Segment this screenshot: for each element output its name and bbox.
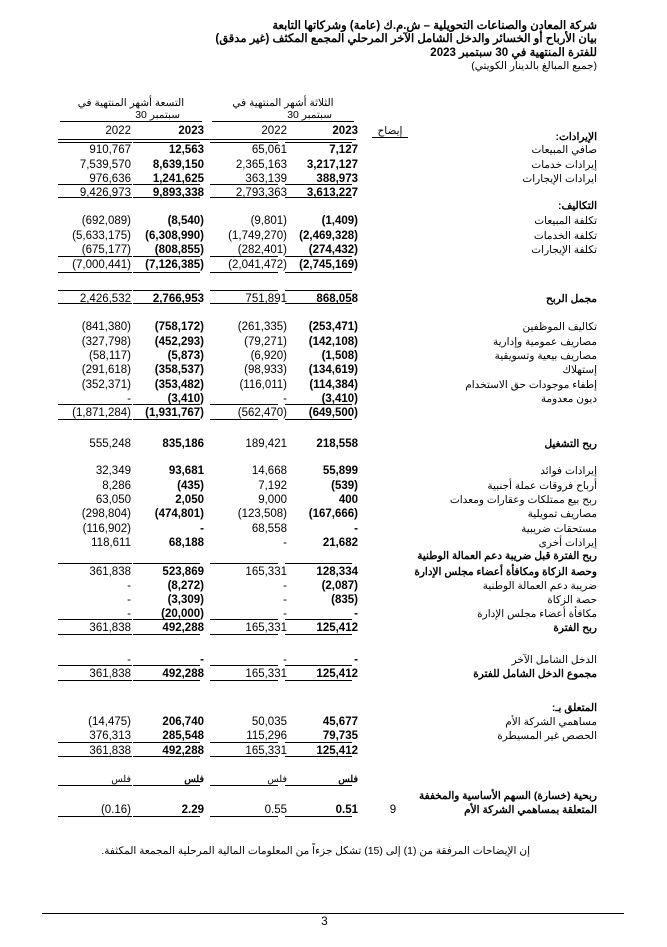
column-rule	[210, 816, 278, 817]
value-cell: (3,410)	[321, 393, 358, 405]
value-cell: 206,740	[162, 716, 204, 728]
year-2022-n: 2022	[105, 125, 131, 137]
value-cell: -	[354, 523, 358, 535]
row-label: مساهمي الشركة الأم	[505, 716, 597, 728]
column-rule	[285, 272, 352, 273]
row-label: تكلفة المبيعات	[534, 215, 597, 227]
value-cell: 7,127	[329, 144, 358, 156]
value-cell: (20,000)	[161, 608, 204, 620]
table-row	[0, 522, 667, 537]
value-cell: (123,508)	[237, 508, 287, 520]
value-cell: 751,891	[245, 293, 287, 305]
value-cell: 21,682	[322, 537, 358, 549]
table-row	[0, 335, 667, 350]
table-row	[0, 479, 667, 494]
column-rule	[210, 563, 278, 564]
column-rule	[133, 303, 200, 304]
value-cell: 55,899	[322, 465, 358, 477]
value-cell: 125,412	[316, 622, 358, 634]
value-cell: (282,401)	[237, 244, 287, 256]
column-rule	[133, 256, 200, 257]
row-label: الإيرادات:	[555, 131, 597, 143]
value-cell: -	[283, 594, 287, 606]
value-cell: 118,611	[91, 537, 131, 549]
value-cell: 9,893,338	[152, 187, 204, 199]
value-cell: (291,618)	[81, 364, 131, 376]
value-cell: 363,139	[245, 173, 287, 185]
column-rule	[133, 785, 200, 786]
table-row	[0, 579, 667, 594]
table-row	[0, 214, 667, 229]
value-cell: -	[200, 654, 204, 666]
value-cell: (327,798)	[81, 336, 131, 348]
value-cell: 1,241,625	[152, 173, 204, 185]
row-label: المتعلق بـ:	[551, 702, 597, 714]
value-cell: (5,873)	[167, 350, 204, 362]
value-cell: 125,412	[316, 745, 358, 757]
value-cell: (353,482)	[154, 379, 204, 391]
value-cell: 361,838	[89, 745, 131, 757]
value-cell: (9,801)	[250, 215, 287, 227]
value-cell: (6,920)	[250, 350, 287, 362]
column-rule	[58, 742, 132, 743]
column-rule	[210, 634, 278, 635]
year-2023-q: 2023	[332, 125, 358, 137]
column-rule	[285, 816, 352, 817]
value-cell: 2,793,363	[235, 187, 287, 199]
value-cell: -	[127, 608, 131, 620]
column-rule	[58, 619, 132, 620]
value-cell: 976,636	[89, 173, 131, 185]
row-label: مستحقات ضريبية	[521, 523, 597, 535]
value-cell: (8,540)	[167, 215, 204, 227]
value-cell: 361,838	[89, 668, 131, 680]
row-label: التكاليف:	[557, 200, 597, 212]
column-rule	[58, 816, 132, 817]
value-cell: 910,767	[89, 144, 131, 156]
value-cell: 68,188	[168, 537, 204, 549]
value-cell: (7,000,441)	[72, 259, 131, 271]
column-rule	[285, 256, 352, 257]
value-cell: 8,286	[102, 480, 131, 492]
column-rule	[58, 256, 132, 257]
table-row	[0, 715, 667, 730]
unit-label: فلس	[184, 774, 204, 785]
value-cell: (142,108)	[308, 336, 358, 348]
value-cell: 2,050	[175, 494, 204, 506]
row-label: ربحية (خسارة) السهم الأساسية والمخففة	[419, 790, 597, 802]
value-cell: 32,349	[95, 465, 131, 477]
column-rule	[58, 272, 132, 273]
value-cell: (114,384)	[309, 379, 358, 391]
column-rule	[285, 665, 352, 666]
row-label: ايرادات الإيجارات	[522, 173, 597, 185]
value-cell: 0.51	[335, 804, 358, 816]
value-cell: 361,838	[89, 622, 131, 634]
column-rule	[133, 634, 200, 635]
row-label: المتعلقة بمساهمي الشركة الأم	[464, 804, 597, 816]
row-label: ضريبة دعم العمالة الوطنية	[482, 580, 597, 592]
table-row	[0, 565, 667, 580]
row-label: الحصص غير المسيطرة	[497, 730, 597, 742]
value-cell: 492,288	[162, 622, 204, 634]
company-name: شركة المعادن والصناعات التحويلية – ش.م.ك (عامة) وشركاتها التابعة	[272, 20, 597, 32]
page-number: 3	[321, 916, 328, 928]
column-rule	[210, 619, 278, 620]
value-cell: (1,409)	[321, 215, 358, 227]
value-cell: (435)	[177, 480, 204, 492]
value-cell: 285,548	[162, 730, 204, 742]
value-cell: 165,331	[245, 622, 287, 634]
column-rule	[58, 634, 132, 635]
row-label: ربح الفترة	[553, 622, 597, 634]
column-rule	[58, 303, 132, 304]
value-cell: 165,331	[245, 566, 287, 578]
column-rule	[58, 197, 132, 198]
value-cell: (274,432)	[308, 244, 358, 256]
column-rule	[58, 142, 132, 143]
row-label: أرباح فروقات عملة أجنبية	[487, 480, 597, 492]
table-row	[0, 437, 667, 452]
column-rule	[210, 197, 278, 198]
statement-title: بيان الأرباح أو الخسائر والدخل الشامل الآخر المرحلي المجمع المكثف (غير مدقق)	[215, 33, 597, 45]
row-label: مكافأة أعضاء مجلس الإدارة	[477, 608, 597, 620]
value-cell: (3,410)	[167, 393, 204, 405]
value-cell: (79,271)	[244, 336, 287, 348]
column-rule	[210, 419, 278, 420]
row-label: إيرادات فوائد	[540, 465, 597, 477]
value-cell: (167,666)	[308, 508, 358, 520]
value-cell: 2.29	[181, 804, 204, 816]
value-cell: (1,931,767)	[145, 407, 204, 419]
value-cell: -	[127, 580, 131, 592]
unit-label: فلس	[111, 774, 131, 785]
value-cell: (358,537)	[154, 364, 204, 376]
value-cell: 115,296	[246, 730, 287, 742]
column-rule	[58, 665, 132, 666]
column-rule	[133, 816, 200, 817]
value-cell: 189,421	[245, 438, 287, 450]
column-rule	[133, 563, 200, 564]
value-cell: (116,902)	[82, 523, 131, 535]
value-cell: 3,217,127	[306, 159, 358, 171]
column-rule	[133, 665, 200, 666]
row-label: تكاليف الموظفين	[522, 321, 597, 333]
value-cell: 9,426,973	[79, 187, 131, 199]
value-cell: (1,871,284)	[72, 407, 131, 419]
column-rule	[133, 142, 200, 143]
column-rule	[210, 290, 278, 291]
column-rule	[285, 634, 352, 635]
row-label: إستهلاك	[562, 364, 597, 376]
row-label: وحصة الزكاة ومكافأة أعضاء مجلس الإدارة	[414, 566, 597, 578]
value-cell: (7,126,385)	[145, 259, 204, 271]
value-cell: -	[354, 654, 358, 666]
unit-label: فلس	[267, 774, 287, 785]
value-cell: 835,186	[162, 438, 204, 450]
row-label: إطفاء موجودات حق الاستخدام	[465, 379, 597, 391]
value-cell: (134,619)	[308, 364, 358, 376]
value-cell: 165,331	[245, 668, 287, 680]
row-label: مصاريف عمومية وإدارية	[492, 336, 597, 348]
value-cell: -	[283, 580, 287, 592]
three-months-header	[212, 97, 354, 122]
table-row	[0, 593, 667, 608]
value-cell: 45,677	[322, 716, 358, 728]
value-cell: 2,365,163	[235, 159, 287, 171]
column-rule	[133, 619, 200, 620]
column-rule	[58, 419, 132, 420]
value-cell: 3,613,227	[306, 187, 358, 199]
column-rule	[285, 303, 352, 304]
value-cell: 361,838	[89, 566, 131, 578]
column-rule	[285, 419, 352, 420]
table-row	[0, 507, 667, 522]
value-cell: 388,973	[316, 173, 358, 185]
value-cell: -	[127, 594, 131, 606]
column-rule	[210, 256, 278, 257]
row-label: ربح التشغيل	[544, 438, 597, 450]
value-cell: (261,335)	[237, 321, 287, 333]
value-cell: 2,426,532	[79, 293, 131, 305]
column-rule	[210, 142, 278, 143]
table-row	[0, 158, 667, 173]
value-cell: 218,558	[316, 438, 358, 450]
year-2022-q: 2022	[261, 125, 287, 137]
value-cell: (835)	[331, 594, 358, 606]
row-label: مجمل الربح	[546, 293, 597, 305]
value-cell: 523,869	[162, 566, 204, 578]
column-rule	[285, 142, 352, 143]
column-rule	[58, 184, 132, 185]
three-months-title: الثلاثة أشهر المنتهية في	[232, 97, 334, 109]
value-cell: (0.16)	[100, 804, 131, 816]
value-cell: (6,308,990)	[145, 230, 204, 242]
value-cell: 8,639,150	[152, 159, 204, 171]
value-cell: (562,470)	[237, 407, 287, 419]
value-cell: 492,288	[162, 668, 204, 680]
value-cell: 12,563	[168, 144, 204, 156]
column-rule	[210, 665, 278, 666]
value-cell: (808,855)	[154, 244, 204, 256]
note-ref: 9	[389, 804, 397, 816]
value-cell: -	[283, 654, 287, 666]
value-cell: 50,035	[251, 716, 287, 728]
column-rule	[133, 272, 200, 273]
value-cell: -	[127, 393, 131, 405]
table-row	[0, 320, 667, 335]
value-cell: (98,933)	[244, 364, 287, 376]
column-rule	[210, 303, 278, 304]
column-rule	[285, 619, 352, 620]
column-rule	[58, 756, 132, 757]
column-rule	[133, 290, 200, 291]
value-cell: 63,050	[95, 494, 131, 506]
value-cell: (841,380)	[81, 321, 131, 333]
value-cell: 7,192	[258, 480, 287, 492]
row-label: حصة الزكاة	[547, 594, 597, 606]
value-cell: 65,061	[251, 144, 287, 156]
column-rule	[285, 563, 352, 564]
column-rule	[133, 680, 200, 681]
value-cell: -	[354, 608, 358, 620]
value-cell: 0.55	[264, 804, 287, 816]
value-cell: 492,288	[162, 745, 204, 757]
column-rule	[210, 742, 278, 743]
value-cell: (3,309)	[167, 594, 204, 606]
value-cell: (1,749,270)	[228, 230, 287, 242]
year-2023-n: 2023	[178, 125, 204, 137]
row-label: ديون معدومة	[540, 393, 597, 405]
table-row	[0, 292, 667, 307]
table-row	[0, 349, 667, 364]
column-rule	[285, 184, 352, 185]
column-rule	[58, 404, 132, 405]
row-label: تكلفة الإيجارات	[531, 244, 597, 256]
column-rule	[133, 404, 200, 405]
table-row	[0, 493, 667, 508]
column-rule	[133, 197, 200, 198]
column-rule	[210, 184, 278, 185]
column-rule	[285, 785, 352, 786]
value-cell: (692,089)	[81, 215, 131, 227]
value-cell: 376,313	[89, 730, 131, 742]
table-row	[0, 258, 667, 273]
row-label: صافي المبيعات	[531, 144, 597, 156]
column-rule	[285, 404, 352, 405]
value-cell: (253,471)	[308, 321, 358, 333]
table-row	[0, 789, 667, 804]
column-rule	[133, 184, 200, 185]
value-cell: 93,681	[168, 465, 204, 477]
column-rule	[58, 290, 132, 291]
column-rule	[133, 756, 200, 757]
value-cell: 400	[338, 494, 358, 506]
three-months-date: 30 سبتمبر	[212, 109, 354, 122]
value-cell: (58,117)	[89, 350, 131, 362]
value-cell: 128,334	[316, 566, 358, 578]
nine-months-title: التسعة أشهر المنتهية في	[77, 97, 185, 109]
value-cell: (2,087)	[321, 580, 358, 592]
value-cell: -	[127, 654, 131, 666]
column-rule	[210, 680, 278, 681]
column-rule	[133, 419, 200, 420]
table-row	[0, 229, 667, 244]
unit-label: فلس	[338, 774, 358, 785]
value-cell: 125,412	[316, 668, 358, 680]
table-row	[0, 378, 667, 393]
value-cell: (14,475)	[88, 716, 131, 728]
row-label: إيرادات خدمات	[531, 159, 597, 171]
value-cell: (539)	[331, 480, 358, 492]
footer-rule	[42, 913, 624, 914]
value-cell: (8,272)	[167, 580, 204, 592]
value-cell: (2,745,169)	[299, 259, 358, 271]
value-cell: -	[200, 523, 204, 535]
value-cell: (675,177)	[81, 244, 131, 256]
value-cell: -	[283, 537, 287, 549]
value-cell: 165,331	[245, 745, 287, 757]
value-cell: (5,633,175)	[72, 230, 131, 242]
row-label: مجموع الدخل الشامل للفترة	[473, 668, 597, 680]
table-row	[0, 363, 667, 378]
row-label: إيرادات أخرى	[538, 537, 597, 549]
column-rule	[210, 404, 278, 405]
row-label: ربح بيع ممتلكات وعقارات ومعدات	[449, 494, 597, 506]
value-cell: (2,469,328)	[299, 230, 358, 242]
value-cell: (2,041,472)	[228, 259, 287, 271]
column-rule	[285, 197, 352, 198]
value-cell: 68,558	[251, 523, 287, 535]
value-cell: 79,735	[322, 730, 358, 742]
table-row	[0, 199, 667, 214]
row-label: ربح الفترة قبل ضريبة دعم العمالة الوطنية	[417, 550, 597, 562]
value-cell: 9,000	[258, 494, 287, 506]
row-label: الدخل الشامل الآخر	[511, 654, 597, 666]
value-cell: 14,668	[251, 465, 287, 477]
nine-months-date: 30 سبتمبر	[60, 109, 202, 122]
column-rule	[285, 290, 352, 291]
footer-note: إن الإيضاحات المرفقة من (1) إلى (15) تشكل جزءاً من المعلومات المالية المرحلية المجمعة المكثفة.	[101, 845, 530, 857]
currency-note: (جميع المبالغ بالدينار الكويتي)	[471, 60, 597, 72]
column-rule	[285, 756, 352, 757]
value-cell: (352,371)	[81, 379, 131, 391]
column-rule	[210, 272, 278, 273]
value-cell: (298,804)	[81, 508, 131, 520]
column-rule	[210, 756, 278, 757]
table-row	[0, 464, 667, 479]
value-cell: (116,011)	[239, 379, 287, 391]
column-rule	[133, 742, 200, 743]
value-cell: (452,293)	[154, 336, 204, 348]
note-header: إيضاح	[372, 125, 408, 138]
period-title: للفترة المنتهية في 30 سبتمبر 2023	[430, 47, 597, 59]
value-cell: 868,058	[316, 293, 358, 305]
table-row	[0, 143, 667, 158]
value-cell: (474,801)	[154, 508, 204, 520]
value-cell: 7,539,570	[79, 159, 131, 171]
nine-months-header	[60, 97, 202, 122]
value-cell: 2,766,953	[152, 293, 204, 305]
value-cell: (1,508)	[321, 350, 358, 362]
table-row	[0, 549, 667, 564]
value-cell: (758,172)	[154, 321, 204, 333]
column-rule	[58, 680, 132, 681]
value-cell: 555,248	[89, 438, 131, 450]
value-cell: (649,500)	[308, 407, 358, 419]
row-label: مصاريف بيعية وتسويقية	[494, 350, 597, 362]
table-row	[0, 701, 667, 716]
row-label: تكلفة الخدمات	[533, 230, 597, 242]
column-rule	[58, 785, 132, 786]
column-rule	[285, 680, 352, 681]
column-rule	[58, 563, 132, 564]
column-rule	[285, 742, 352, 743]
value-cell: -	[283, 393, 287, 405]
value-cell: -	[283, 608, 287, 620]
row-label: مصاريف تمويلية	[527, 508, 597, 520]
column-rule	[210, 785, 278, 786]
